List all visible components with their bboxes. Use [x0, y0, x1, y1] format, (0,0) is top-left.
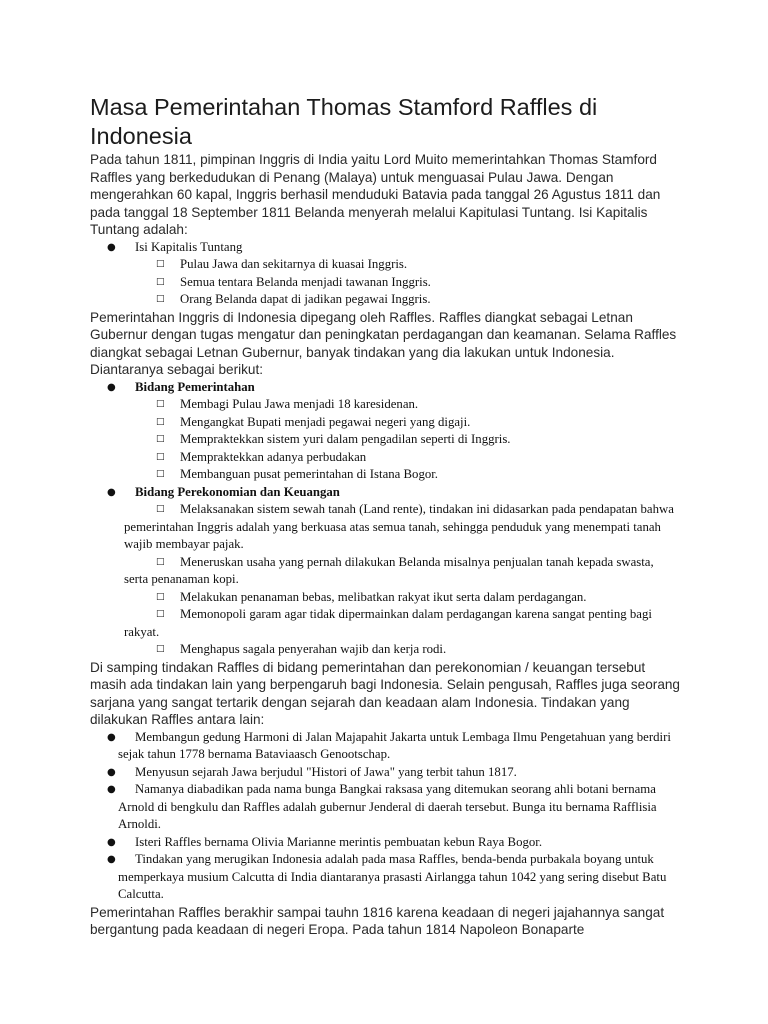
square-bullet-icon: □ — [156, 399, 165, 409]
list-item — [90, 379, 680, 397]
list-item: ● Isteri Raffles bernama Olivia Marianne merintis pembuatan kebun Raya Bogor. — [90, 834, 680, 852]
document-content — [90, 93, 680, 939]
list-item: □ Pulau Jawa dan sekitarnya di kuasai Inggris. — [90, 256, 680, 274]
list-heading: Bidang Pemerintahan — [135, 379, 255, 394]
list-item: □ Melaksanakan sistem sewah tanah (Land rente), tindakan ini didasarkan pada pendapatan bahwa pemerintahan Inggris adalah yang berkuasa atas semua tanah, sehingga penduduk yang menempati tanah wajib membayar pajak. — [90, 501, 680, 554]
bullet-icon: ● — [107, 766, 116, 778]
square-bullet-icon: □ — [156, 591, 165, 602]
list-item: ● Namanya diabadikan pada nama bunga Bangkai raksasa yang ditemukan seorang ahli botani bernama Arnold di bengkulu dan Raffles adalah gubernur Jenderal di daerah tersebut. Bunga itu bernama Rafflisia Arnoldi. — [90, 781, 680, 834]
body-paragraph: Pemerintahan Raffles berakhir sampai tauhn 1816 karena keadaan di negeri jajahannya sangat bergantung pada keadaan di negeri Eropa. Pada tahun 1814 Napoleon Bonaparte — [90, 904, 665, 937]
square-bullet-icon: □ — [156, 434, 165, 444]
list-item: □ Membanguan pusat pemerintahan di Istana Bogor. — [90, 466, 680, 484]
square-bullet-icon: □ — [156, 469, 165, 479]
bullet-icon: ● — [107, 836, 116, 848]
square-bullet-icon: □ — [156, 416, 165, 427]
list-item: □ Meneruskan usaha yang pernah dilakukan Belanda misalnya penjualan tanah kepada swasta, serta penanaman kopi. — [90, 554, 680, 589]
square-bullet-icon: □ — [156, 276, 165, 287]
list-heading: Isi Kapitalis Tuntang — [135, 239, 243, 254]
square-bullet-icon: □ — [156, 259, 165, 269]
list-item: ● Membangun gedung Harmoni di Jalan Majapahit Jakarta untuk Lembaga Ilmu Pengetahuan yang berdiri sejak tahun 1778 bernama Bataviaasch Genootschap. — [90, 729, 680, 764]
bullet-icon: ● — [107, 241, 116, 253]
list-item: □ Mempraktekkan sistem yuri dalam pengadilan seperti di Inggris. — [90, 431, 680, 449]
list-item: □ Membagi Pulau Jawa menjadi 18 karesidenan. — [90, 396, 680, 414]
list-heading: Bidang Perekonomian dan Keuangan — [135, 484, 340, 499]
list-item: □ Memonopoli garam agar tidak dipermainkan dalam perdagangan karena sangat penting bagi rakyat. — [90, 606, 680, 641]
bullet-icon: ● — [107, 784, 116, 795]
body-paragraph: Di samping tindakan Raffles di bidang pemerintahan dan perekonomian / keuangan tersebut masih ada tindakan lain yang berpengaruh bagi Indonesia. Selain pengusah, Raffles juga seorang sarjana yang sangat tertarik dengan sejarah dan keadaan alam Indonesia. Tindakan yang dilakukan Raffles antara lain: — [90, 659, 680, 727]
square-bullet-icon: □ — [156, 451, 165, 462]
bullet-icon: ● — [107, 731, 116, 743]
list-item: □ Orang Belanda dapat di jadikan pegawai Inggris. — [90, 291, 680, 309]
list-item: ● Tindakan yang merugikan Indonesia adalah pada masa Raffles, benda-benda purbakala boyang untuk memperkaya musium Calcutta di India diantaranya prasasti Airlangga tahun 1042 yang sering disebut Batu Calcutta. — [90, 851, 680, 904]
square-bullet-icon: □ — [156, 609, 165, 619]
square-bullet-icon: □ — [156, 294, 165, 304]
list-item: ● Menyusun sejarah Jawa berjudul "Histori of Jawa" yang terbit tahun 1817. — [90, 764, 680, 782]
bullet-icon: ● — [107, 486, 116, 498]
intro-paragraph: Pada tahun 1811, pimpinan Inggris di India yaitu Lord Muito memerintahkan Thomas Stamford Raffles yang berkedudukan di Penang (Malaya) untuk menguasai Pulau Jawa. Dengan mengerahkan 60 kapal, Inggris berhasil menduduki Batavia pada tanggal 26 Agustus 1811 dan pada tanggal 18 September 1811 Belanda menyerah melalui Kapitulasi Tuntang. Isi Kapitalis Tuntang adalah: — [90, 152, 661, 237]
square-bullet-icon: □ — [156, 504, 165, 514]
list-item: □ Menghapus sagala penyerahan wajib dan kerja rodi. — [90, 641, 680, 659]
list-item — [90, 239, 680, 257]
bullet-icon: ● — [107, 381, 116, 393]
page-title: Masa Pemerintahan Thomas Stamford Raffles di Indonesia — [90, 94, 598, 149]
list-item: □ Mengangkat Bupati menjadi pegawai negeri yang digaji. — [90, 414, 680, 432]
body-paragraph: Pemerintahan Inggris di Indonesia dipegang oleh Raffles. Raffles diangkat sebagai Letnan Gubernur dengan tugas mengatur dan peningkatan perdagangan dan keamanan. Selama Raffles diangkat sebagai Letnan Gubernur, banyak tindakan yang dia lakukan untuk Indonesia. Diantaranya sebagai berikut: — [90, 309, 677, 377]
list-item: □ Semua tentara Belanda menjadi tawanan Inggris. — [90, 274, 680, 292]
list-item: □ Melakukan penanaman bebas, melibatkan rakyat ikut serta dalam perdagangan. — [90, 589, 680, 607]
square-bullet-icon: □ — [156, 644, 165, 654]
list-item: □ Mempraktekkan adanya perbudakan — [90, 449, 680, 467]
square-bullet-icon: □ — [156, 556, 165, 567]
list-item — [90, 484, 680, 502]
bullet-icon: ● — [107, 854, 116, 865]
